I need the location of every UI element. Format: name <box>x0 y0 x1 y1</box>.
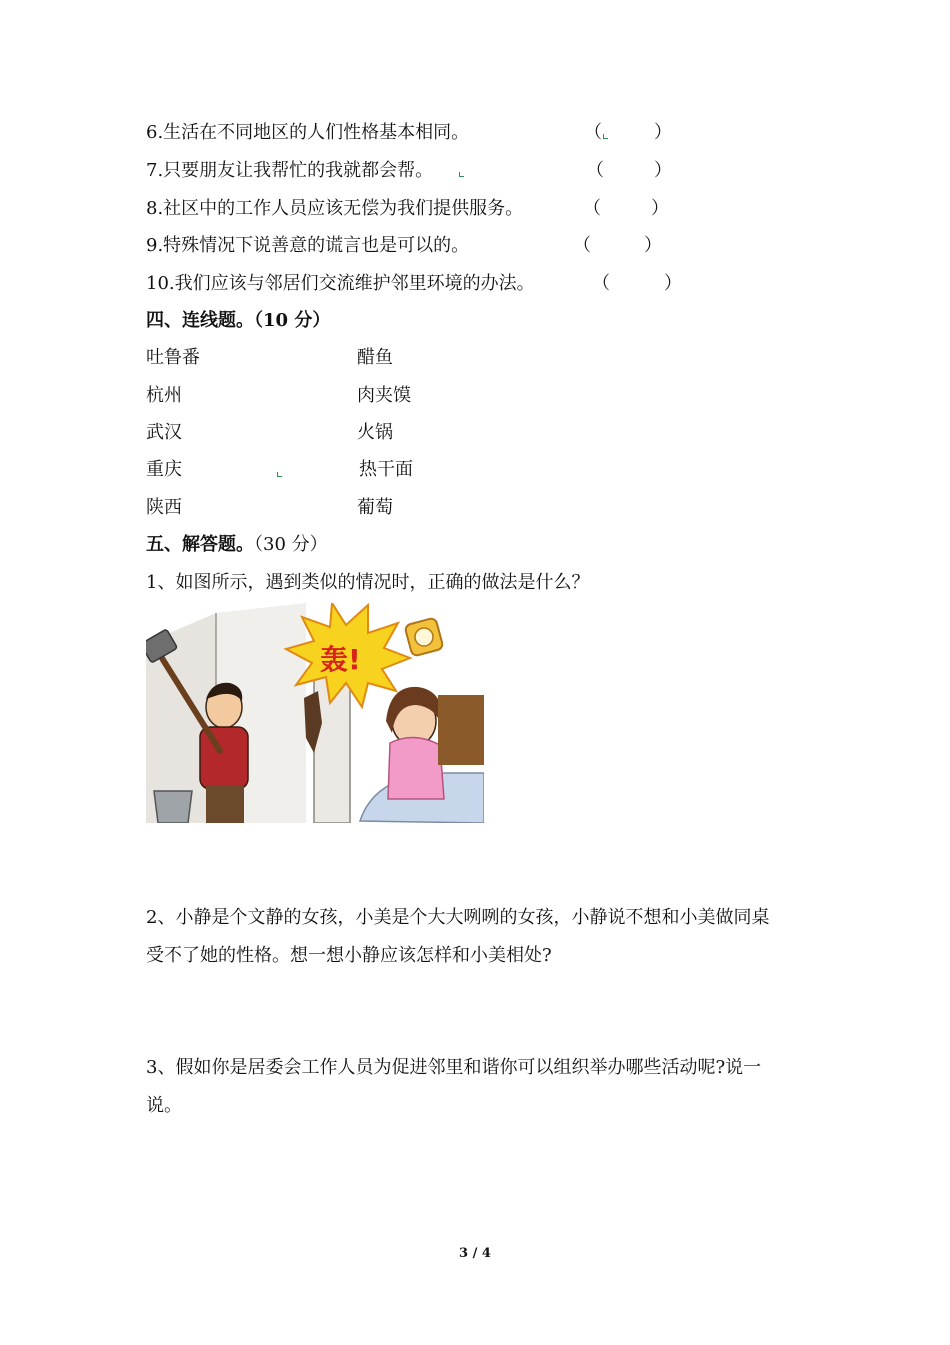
judgment-item-8: 8.社区中的工作人员应该无偿为我们提供服务。 <box>146 198 524 219</box>
judgment-item-10: 10.我们应该与邻居们交流维护邻里环境的办法。 <box>146 273 535 294</box>
answer-paren-open: （ <box>584 122 602 143</box>
question-2-line-2: 受不了她的性格。想一想小静应该怎样和小美相处? <box>146 945 552 966</box>
green-mark <box>459 172 464 177</box>
match-left-item: 吐鲁番 <box>146 347 200 368</box>
match-right-item: 葡萄 <box>357 497 393 518</box>
answer-paren-close: ） <box>664 273 682 294</box>
green-mark <box>277 472 282 477</box>
question-2-line-1: 2、小静是个文静的女孩，小美是个大大咧咧的女孩，小静说不想和小美做同桌 <box>146 907 770 928</box>
question-3-line-1: 3、假如你是居委会工作人员为促进邻里和谐你可以组织举办哪些活动呢?说一 <box>146 1057 762 1078</box>
page-number: 3 / 4 <box>459 1246 491 1261</box>
match-right-item: 肉夹馍 <box>357 385 411 406</box>
answer-paren-close: ） <box>644 235 662 256</box>
answer-paren-open: （ <box>573 235 591 256</box>
match-left-item: 重庆 <box>146 459 182 480</box>
answer-paren-close: ） <box>654 122 672 143</box>
question-3-line-2: 说。 <box>146 1095 182 1116</box>
judgment-item-9: 9.特殊情况下说善意的谎言也是可以的。 <box>146 235 470 256</box>
match-left-item: 杭州 <box>146 385 182 406</box>
answer-paren-close: ） <box>651 198 669 219</box>
answer-paren-open: （ <box>583 198 601 219</box>
section5-heading-title: 五、解答题。 <box>146 534 254 555</box>
match-left-item: 陕西 <box>146 497 182 518</box>
burst-text: 轰! <box>320 643 361 676</box>
match-right-item: 热干面 <box>359 459 413 480</box>
judgment-item-6: 6.生活在不同地区的人们性格基本相同。 <box>146 122 470 143</box>
judgment-item-7: 7.只要朋友让我帮忙的我就都会帮。 <box>146 160 434 181</box>
match-right-item: 火锅 <box>357 422 393 443</box>
match-right-item: 醋鱼 <box>357 347 393 368</box>
question-1: 1、如图所示，遇到类似的情况时，正确的做法是什么？ <box>146 572 590 593</box>
answer-paren-open: （ <box>586 160 604 181</box>
match-left-item: 武汉 <box>146 422 182 443</box>
noise-illustration <box>146 603 484 823</box>
green-mark <box>603 134 608 139</box>
answer-paren-open: （ <box>592 273 610 294</box>
section5-heading <box>146 533 328 557</box>
answer-paren-close: ） <box>654 160 672 181</box>
section4-heading: 四、连线题。（10 分） <box>146 310 331 331</box>
section5-heading-score: （30 分） <box>254 534 328 555</box>
